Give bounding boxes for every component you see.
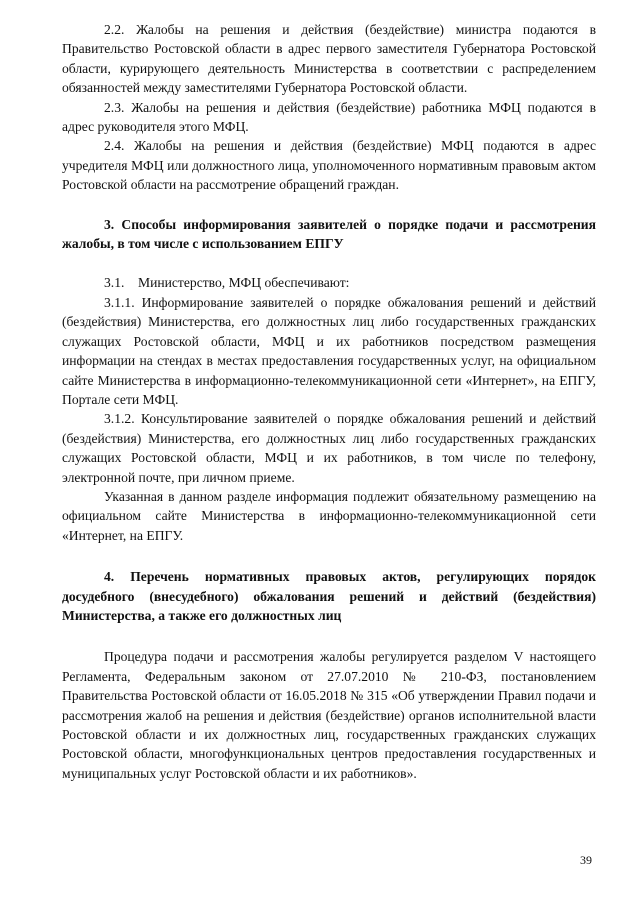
paragraph-2-4: 2.4. Жалобы на решения и действия (бездействие) МФЦ подаются в адрес учредителя МФЦ или должностного лица, уполномоченного нормативным правовым актом Ростовской области на рассмотрение обращений граждан. (62, 138, 596, 193)
paragraph-2-2: 2.2. Жалобы на решения и действия (бездействие) министра подаются в Правительство Ростовской области в адрес первого заместителя Губернатора Ростовской области, курирующего деятельность Министерства в соответствии с распределением обязанностей между заместителями Губернатора Ростовской области. (62, 22, 596, 96)
paragraph-2-3: 2.3. Жалобы на решения и действия (бездействие) работника МФЦ подаются в адрес руководителя этого МФЦ. (62, 99, 596, 135)
section-3-heading: 3. Способы информирования заявителей о порядке подачи и рассмотрения жалобы, в том числе с использованием ЕПГУ (62, 216, 596, 252)
paragraph-3-1: 3.1. Министерство, МФЦ обеспечивают: (104, 275, 350, 291)
paragraph-3-1-2: 3.1.2. Консультирование заявителей о порядке обжалования решений и действий (бездействия) Министерства, его должностных лиц либо государственных гражданских служащих Ростовской области, МФЦ и их работников, в том числе по телефону, электронной почте, при личном приеме. (62, 411, 596, 485)
paragraph-3-note: Указанная в данном разделе информация подлежит обязательному размещению на официальном сайте Министерства в информационно-телекоммуникационной сети «Интернет, на ЕПГУ. (62, 488, 596, 543)
section-4-heading: 4. Перечень нормативных правовых актов, регулирующих порядок досудебного (внесудебного) обжалования решений и действий (бездействия) Министерства, а также его должностных лиц (62, 569, 596, 623)
paragraph-3-1-1: 3.1.1. Информирование заявителей о порядке обжалования решений и действий (бездействия) Министерства, его должностных лиц либо государственных гражданских служащих Ростовской области, МФЦ и их работников посредством размещения информации на стендах в местах предоставления государственных услуг, на официальном сайте Министерства в информационно-телекоммуникационной сети «Интернет», на ЕПГУ, Портале сети МФЦ. (62, 294, 596, 407)
paragraph-4: Процедура подачи и рассмотрения жалобы регулируется разделом V настоящего Регламента, Федеральным законом от 27.07.2010 № 210-ФЗ, постановлением Правительства Ростовской области от 16.05.2018 № 315 «Об утверждении Правил подачи и рассмотрения жалоб на решения и действия (бездействие) органов исполнительной власти Ростовской области и их должностных лиц, государственных гражданских служащих Ростовской области, многофункциональных центров предоставления государственных и муниципальных услуг Ростовской области и их работников». (62, 649, 596, 781)
page-number: 39 (580, 853, 592, 867)
document-body (62, 20, 596, 783)
